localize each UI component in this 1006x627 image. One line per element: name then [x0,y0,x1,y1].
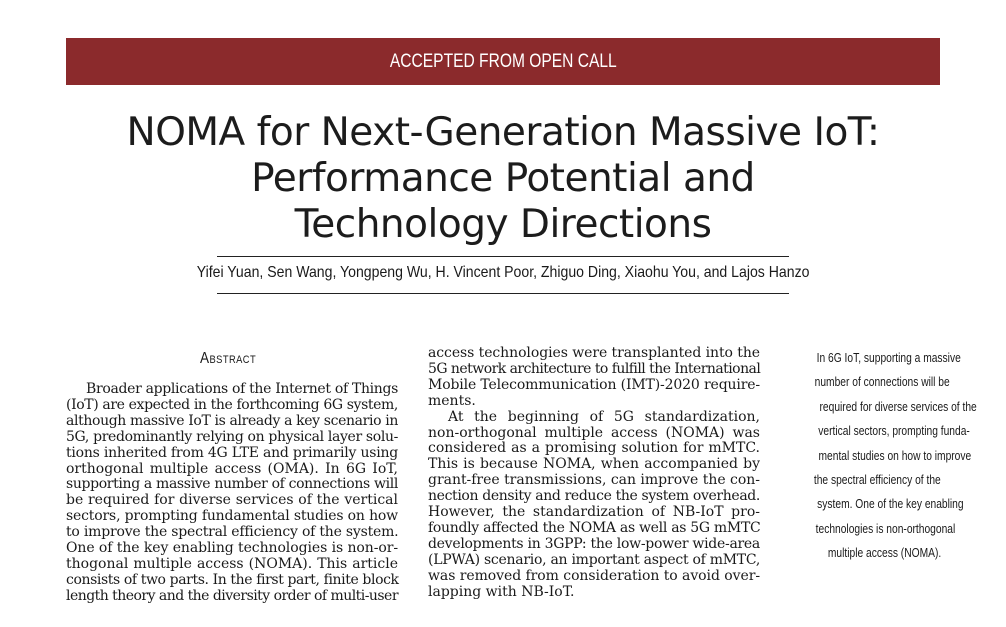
body-line: This is because NOMA, when accompanied by [428,456,760,473]
body-line: was removed from consideration to avoid over- [428,567,760,584]
abstract-line: tions inherited from 4G LTE and primarily using [66,444,398,461]
pull-quote-line: vertical sectors, prompting funda- [818,424,970,439]
body-line: foundly affected the NOMA as well as 5G mMTC [428,519,761,536]
abstract-heading-text: Abstract [200,350,257,367]
title-rule-bottom [217,293,789,294]
abstract-line: One of the key enabling technologies is non-or- [66,540,398,557]
title-rule-top [217,256,789,257]
section-banner [66,38,940,85]
abstract-line: sectors, prompting fundamental studies on how [66,508,398,525]
title-line: NOMA for Next-Generation Massive IoT: [126,110,880,155]
body-line: nection density and reduce the system overhead. [428,488,760,505]
body-line: lapping with NB-IoT. [428,583,575,600]
abstract-line: Broader applications of the Internet of Things [86,381,398,397]
abstract-line: (IoT) are expected in the forthcoming 6G system, [66,396,398,413]
pull-quote [785,346,977,566]
abstract-heading [200,350,266,368]
body-column [428,346,760,601]
body-line: access technologies were transplanted into the [428,345,760,361]
title-line: Technology Directions [294,202,712,247]
abstract-line: to improve the spectral efficiency of the system. [66,524,399,541]
body-line: (LPWA) scenario, an important aspect of mMTC, [428,551,760,568]
pull-quote-line: mental studies on how to improve [818,448,972,463]
title-line: Performance Potential and [251,156,755,201]
pull-quote-line: number of connections will be [814,375,950,390]
banner-label: ACCEPTED FROM OPEN CALL [389,50,617,72]
body-line: Mobile Telecommunication (IMT)-2020 require- [428,376,760,393]
article-title [66,110,940,248]
pull-quote-line: technologies is non-orthogonal [815,521,956,536]
author-list [66,264,940,282]
pull-quote-line: In 6G IoT, supporting a massive [816,351,961,365]
abstract-line: thogonal multiple access (NOMA). This article [66,555,398,572]
body-line: non-orthogonal multiple access (NOMA) was [428,424,760,441]
abstract-line: 5G, predominantly relying on physical layer solu- [66,428,398,445]
abstract-line: length theory and the diversity order of multi-user [66,587,398,604]
abstract-line: consists of two parts. In the first part, finite block [66,571,399,588]
body-line: At the beginning of 5G standardization, [448,408,760,425]
abstract-body [66,382,398,605]
abstract-line: orthogonal multiple access (OMA). In 6G IoT, [66,460,398,477]
body-line: developments in 3GPP: the low-power wide-area [428,535,760,552]
body-line: 5G network architecture to fulfill the International [428,360,761,377]
abstract-line: supporting a massive number of connections will [66,476,398,493]
author-names: Yifei Yuan, Sen Wang, Yongpeng Wu, H. Vincent Poor, Zhiguo Ding, Xiaohu You, and Lajos Hanzo [196,264,810,281]
body-line: ments. [428,392,476,409]
body-line: However, the standardization of NB-IoT pro- [428,504,760,521]
abstract-line: although massive IoT is already a key scenario in [66,412,398,429]
abstract-line: be required for diverse services of the vertical [66,492,398,509]
pull-quote-line: system. One of the key enabling [817,497,964,512]
pull-quote-line: multiple access (NOMA). [827,546,941,561]
pull-quote-line: required for diverse services of the [819,399,977,414]
body-line: considered as a promising solution for mMTC. [428,440,760,457]
pull-quote-line: the spectral efficiency of the [814,473,941,488]
body-line: grant-free transmissions, can improve the con- [428,472,760,489]
